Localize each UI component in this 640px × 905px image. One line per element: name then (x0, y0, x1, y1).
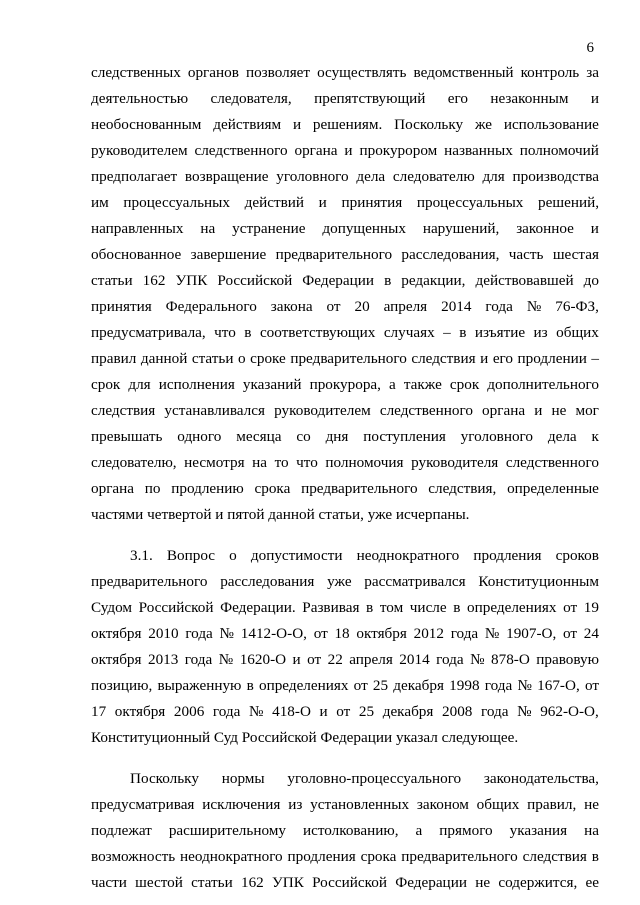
text-line: необоснованным действиям и решениям. Поскольку же использование (91, 116, 599, 133)
text-line: им процессуальных действий и принятия процессуальных решений, (91, 194, 599, 211)
text-line: статьи 162 УПК Российской Федерации в редакции, действовавшей до (91, 272, 599, 289)
text-line: следствия устанавливался руководителем следственного органа и не мог (91, 402, 599, 419)
paragraph (91, 766, 599, 896)
text-line: предусматривая исключения из установленных законом общих правил, не (91, 796, 599, 813)
text-line: возможность неоднократного продления срока предварительного следствия в (91, 848, 599, 865)
text-line: 3.1. Вопрос о допустимости неоднократного продления сроков (130, 547, 599, 564)
text-line: направленных на устранение допущенных нарушений, законное и (91, 220, 599, 237)
text-line: органа по продлению срока предварительного следствия, определенные (91, 480, 599, 497)
paragraph-gap (91, 751, 599, 766)
text-line: следственных органов позволяет осуществлять ведомственный контроль за (91, 64, 599, 81)
text-line: октября 2013 года № 1620-О и от 22 апреля 2014 года № 878-О правовую (91, 651, 599, 668)
text-line: части шестой статьи 162 УПК Российской Федерации не содержится, ее (91, 874, 599, 891)
paragraph (91, 543, 599, 751)
text-line: правил данной статьи о сроке предварительного следствия и его продлении – (91, 350, 599, 367)
text-line: Судом Российской Федерации. Развивая в том числе в определениях от 19 (91, 599, 599, 616)
text-line: деятельностью следователя, препятствующий его незаконным и (91, 90, 599, 107)
text-line: обоснованное завершение предварительного расследования, часть шестая (91, 246, 599, 263)
text-line: руководителем следственного органа и прокурором названных полномочий (91, 142, 599, 159)
text-line: подлежат расширительному истолкованию, а прямого указания на (91, 822, 599, 839)
text-line: срок для исполнения указаний прокурора, а также срок дополнительного (91, 376, 599, 393)
text-line: предварительного расследования уже рассматривался Конституционным (91, 573, 599, 590)
text-line: октября 2010 года № 1412-О-О, от 18 октября 2012 года № 1907-О, от 24 (91, 625, 599, 642)
paragraph-gap (91, 528, 599, 543)
text-line: следователю, несмотря на то что полномочия руководителя следственного (91, 454, 599, 471)
text-line: позицию, выраженную в определениях от 25 декабря 1998 года № 167-О, от (91, 677, 599, 694)
document-body (91, 60, 599, 896)
text-line: предполагает возвращение уголовного дела следователю для производства (91, 168, 599, 185)
page-number: 6 (586, 40, 594, 56)
paragraph (91, 60, 599, 528)
text-line: Конституционный Суд Российской Федерации указал следующее. (91, 729, 519, 746)
text-line: 17 октября 2006 года № 418-О и от 25 декабря 2008 года № 962-О-О, (91, 703, 599, 720)
text-line: превышать одного месяца со дня поступления уголовного дела к (91, 428, 599, 445)
text-line: частями четвертой и пятой данной статьи, уже исчерпаны. (91, 506, 470, 523)
text-line: предусматривала, что в соответствующих случаях – в изъятие из общих (91, 324, 599, 341)
text-line: принятия Федерального закона от 20 апреля 2014 года № 76-ФЗ, (91, 298, 599, 315)
text-line: Поскольку нормы уголовно-процессуального законодательства, (130, 770, 599, 787)
